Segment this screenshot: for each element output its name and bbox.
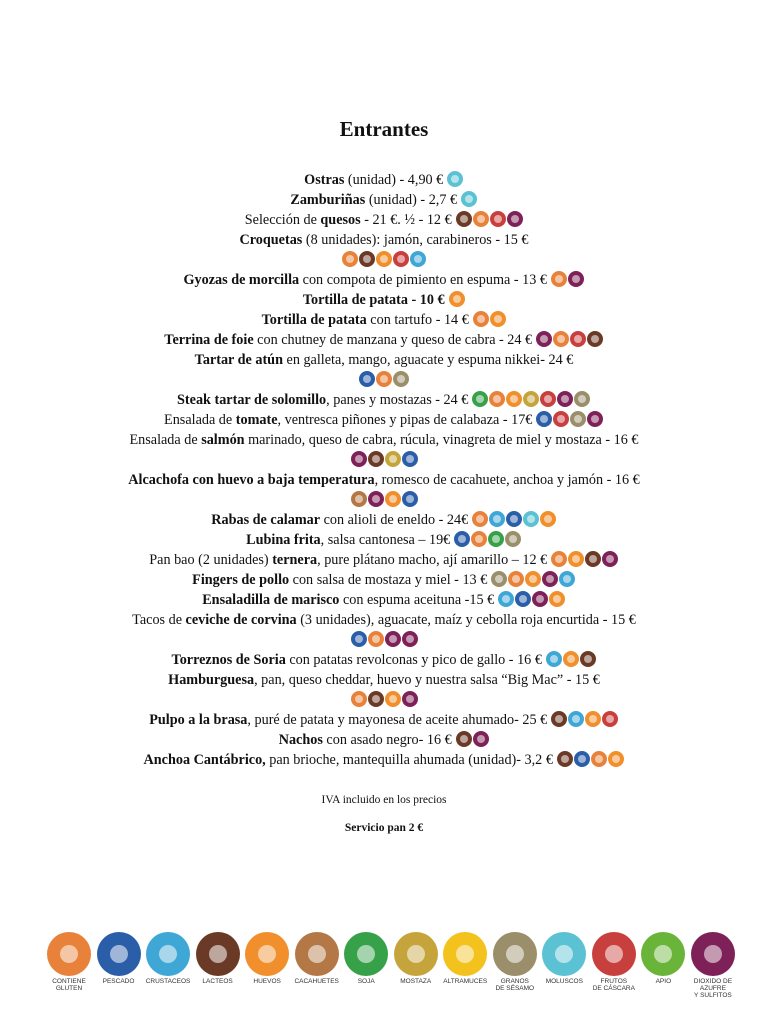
sulfitos-icon [602,551,618,567]
menu-item-description: pan brioche, mantequilla ahumada (unidad)- 3,2 € [265,752,553,768]
sulfitos-icon [402,631,418,647]
huevos-icon [376,251,392,267]
sesamo-icon [574,391,590,407]
menu-item-name: Alcachofa con huevo a baja temperatura [128,472,375,488]
crustaceos-icon [410,251,426,267]
gluten-icon [342,251,358,267]
menu-item [0,310,768,330]
gluten-icon [368,631,384,647]
huevos-icon [245,932,289,976]
lacteos-icon [557,751,573,767]
menu-item [0,350,768,370]
legend-label: HUEVOS [253,978,281,985]
legend-item-mostaza [393,932,439,1012]
menu-item-prefix: Tacos de [132,612,186,628]
altramuces-icon [443,932,487,976]
sulfitos-icon [385,631,401,647]
menu-item [0,210,768,230]
huevos-icon [490,311,506,327]
menu-item [0,450,768,470]
menu-item-name: ceviche de corvina [185,612,297,628]
huevos-icon [385,691,401,707]
gluten-icon [508,571,524,587]
menu-item-description: con salsa de mostaza y miel - 13 € [289,572,488,588]
pescado-icon [97,932,141,976]
menu-item-name: Ostras [304,172,345,188]
menu-item [0,250,768,270]
sesamo-icon [393,371,409,387]
mostaza-icon [394,932,438,976]
sulfitos-icon [402,691,418,707]
menu-item [0,230,768,250]
menu-item-description: (8 unidades): jamón, carabineros - 15 € [302,232,529,248]
menu-item-description: , salsa cantonesa – 19€ [320,532,451,548]
menu-item-description: - 21 €. ½ - 12 € [360,212,452,228]
huevos-icon [568,551,584,567]
frutos-icon [553,411,569,427]
frutos-icon [592,932,636,976]
legend-label: ALTRAMUCES [443,978,488,985]
lacteos-icon [456,211,472,227]
menu-item [0,430,768,450]
moluscos-icon [523,511,539,527]
legend-label: CACAHUETES [294,978,339,985]
menu-item-description: (unidad) - 4,90 € [344,172,444,188]
menu-item-prefix: Ensalada de [129,432,202,448]
menu-item [0,290,768,310]
menu-item-description: con espuma aceituna -15 € [339,592,495,608]
menu-item [0,550,768,570]
menu-item-name: ternera [272,552,318,568]
menu-item-name: Pulpo a la brasa [149,712,248,728]
gluten-icon [47,932,91,976]
menu-item-name: Lubina frita [246,532,321,548]
pescado-icon [515,591,531,607]
pescado-icon [574,751,590,767]
huevos-icon [585,711,601,727]
service-note: Servicio pan 2 € [344,822,424,834]
moluscos-icon [447,171,463,187]
lacteos-icon [196,932,240,976]
menu-item-name: Tartar de atún [194,352,283,368]
menu-item-description: con tartufo - 14 € [366,312,469,328]
moluscos-icon [461,191,477,207]
sesamo-icon [505,531,521,547]
menu-item [0,510,768,530]
huevos-icon [540,511,556,527]
menu-item-description: con asado negro- 16 € [322,732,452,748]
menu-item [0,170,768,190]
pescado-icon [454,531,470,547]
menu-item [0,490,768,510]
crustaceos-icon [559,571,575,587]
legend-item-gluten [46,932,92,1012]
huevos-icon [449,291,465,307]
huevos-icon [506,391,522,407]
sulfitos-icon [532,591,548,607]
legend-item-pescado [96,932,142,1012]
gluten-icon [551,271,567,287]
menu-item-description: , pan, queso cheddar, huevo y nuestra salsa “Big Mac” - 15 € [254,672,600,688]
menu-item-name: Steak tartar de solomillo [177,392,327,408]
menu-item [0,750,768,770]
lacteos-icon [359,251,375,267]
legend-label: LACTEOS [202,978,233,985]
huevos-icon [549,591,565,607]
frutos-icon [602,711,618,727]
crustaceos-icon [498,591,514,607]
gluten-icon [591,751,607,767]
gluten-icon [473,311,489,327]
moluscos-icon [542,932,586,976]
legend-label: PESCADO [102,978,135,985]
sulfitos-icon [507,211,523,227]
menu-item-name: salmón [201,432,245,448]
mostaza-icon [385,451,401,467]
frutos-icon [570,331,586,347]
frutos-icon [540,391,556,407]
menu-item-description: marinado, queso de cabra, rúcula, vinagreta de miel y mostaza - 16 € [244,432,639,448]
menu-item-description: , ventresca piñones y pipas de calabaza - 17€ [277,412,533,428]
menu-item [0,710,768,730]
allergen-legend [46,932,736,1012]
menu-item-description: (3 unidades), aguacate, maíz y cebolla roja encurtida - 15 € [296,612,636,628]
lacteos-icon [585,551,601,567]
soja-icon [472,391,488,407]
huevos-icon [385,491,401,507]
menu-item [0,630,768,650]
menu-item-name: Zamburiñas [290,192,366,208]
menu-item-name: Nachos [278,732,323,748]
sulfitos-icon [473,731,489,747]
menu-item-name: tomate [235,412,278,428]
menu-item-name: Croquetas [239,232,303,248]
menu-list [0,170,768,770]
menu-item-prefix: Ensalada de [164,412,236,428]
crustaceos-icon [568,711,584,727]
pescado-icon [402,451,418,467]
pescado-icon [536,411,552,427]
menu-item [0,390,768,410]
menu-item-description: , pure plátano macho, ají amarillo – 12 € [317,552,548,568]
menu-item [0,670,768,690]
pescado-icon [359,371,375,387]
menu-item [0,270,768,290]
gluten-icon [376,371,392,387]
sulfitos-icon [542,571,558,587]
huevos-icon [525,571,541,587]
page-title: Entrantes [339,117,429,141]
menu-item [0,470,768,490]
apio-icon [641,932,685,976]
menu-item-description: , romesco de cacahuete, anchoa y jamón - 16 € [374,472,640,488]
pescado-icon [351,631,367,647]
lacteos-icon [368,451,384,467]
legend-item-crustaceos [145,932,191,1012]
menu-item-name: Ensaladilla de marisco [202,592,340,608]
menu-item-prefix: Selección de [244,212,321,228]
gluten-icon [553,331,569,347]
menu-item-name: Tortilla de patata [261,312,367,328]
mostaza-icon [523,391,539,407]
menu-item [0,370,768,390]
menu-item-prefix: Pan bao (2 unidades) [149,552,273,568]
frutos-icon [393,251,409,267]
huevos-icon [563,651,579,667]
sulfitos-icon [691,932,735,976]
menu-item-name: Hamburguesa [168,672,255,688]
sesamo-icon [570,411,586,427]
menu-item-name: Anchoa Cantábrico, [143,752,266,768]
menu-item [0,690,768,710]
menu-item-description: (unidad) - 2,7 € [365,192,458,208]
sulfitos-icon [351,451,367,467]
lacteos-icon [587,331,603,347]
legend-label: SOJA [357,978,375,985]
menu-item-name: Rabas de calamar [211,512,321,528]
legend-label: CONTIENE GLUTEN [52,978,86,992]
sesamo-icon [493,932,537,976]
menu-item [0,530,768,550]
iva-note: IVA incluido en los precios [321,794,447,806]
lacteos-icon [551,711,567,727]
menu-item [0,410,768,430]
menu-item [0,330,768,350]
menu-item-name: Terrina de foie [164,332,254,348]
legend-label: APIO [655,978,672,985]
gluten-icon [472,511,488,527]
legend-label: CRUSTACEOS [145,978,191,985]
gluten-icon [471,531,487,547]
lacteos-icon [456,731,472,747]
legend-label: DIOXIDO DE AZUFRE Y SULFITOS [693,978,733,999]
legend-item-apio [640,932,686,1012]
legend-label: MOLUSCOS [545,978,583,985]
menu-item-description: con alioli de eneldo - 24€ [320,512,469,528]
sulfitos-icon [368,491,384,507]
frutos-icon [490,211,506,227]
pescado-icon [506,511,522,527]
legend-label: FRUTOS DE CÁSCARA [592,978,635,992]
menu-item-description: , puré de patata y mayonesa de aceite ahumado- 25 € [247,712,548,728]
legend-item-sulfitos [690,932,736,1012]
legend-item-moluscos [541,932,587,1012]
legend-item-huevos [244,932,290,1012]
sulfitos-icon [568,271,584,287]
menu-item [0,590,768,610]
menu-item [0,570,768,590]
menu-item [0,190,768,210]
legend-item-soja [343,932,389,1012]
menu-item-description: en galleta, mango, aguacate y espuma nikkei- 24 € [282,352,574,368]
legend-label: MOSTAZA [400,978,432,985]
menu-item [0,730,768,750]
gluten-icon [489,391,505,407]
sulfitos-icon [587,411,603,427]
legend-item-lacteos [195,932,241,1012]
legend-item-cacahuetes [294,932,340,1012]
menu-item-name: Fingers de pollo [192,572,290,588]
gluten-icon [473,211,489,227]
crustaceos-icon [146,932,190,976]
soja-icon [488,531,504,547]
lacteos-icon [368,691,384,707]
sulfitos-icon [557,391,573,407]
lacteos-icon [580,651,596,667]
menu-item-name: Torreznos de Soria [171,652,286,668]
legend-item-frutos [591,932,637,1012]
menu-item-description: con compota de pimiento en espuma - 13 € [299,272,547,288]
menu-item [0,650,768,670]
menu-item-description: , panes y mostazas - 24 € [326,392,469,408]
menu-item-name: quesos [320,212,361,228]
pescado-icon [402,491,418,507]
legend-item-sesamo [492,932,538,1012]
legend-label: GRANOS DE SÉSAMO [495,978,535,992]
gluten-icon [551,551,567,567]
sesamo-icon [491,571,507,587]
cacahuetes-icon [295,932,339,976]
menu-item-description: con chutney de manzana y queso de cabra - 24 € [253,332,533,348]
menu-item-name: Tortilla de patata - 10 € [302,292,445,308]
crustaceos-icon [546,651,562,667]
crustaceos-icon [489,511,505,527]
menu-item-description: con patatas revolconas y pico de gallo - 16 € [285,652,542,668]
menu-item-name: Gyozas de morcilla [183,272,300,288]
soja-icon [344,932,388,976]
menu-item [0,610,768,630]
cacahuetes-icon [351,491,367,507]
sulfitos-icon [536,331,552,347]
legend-item-altramuces [442,932,488,1012]
gluten-icon [351,691,367,707]
huevos-icon [608,751,624,767]
